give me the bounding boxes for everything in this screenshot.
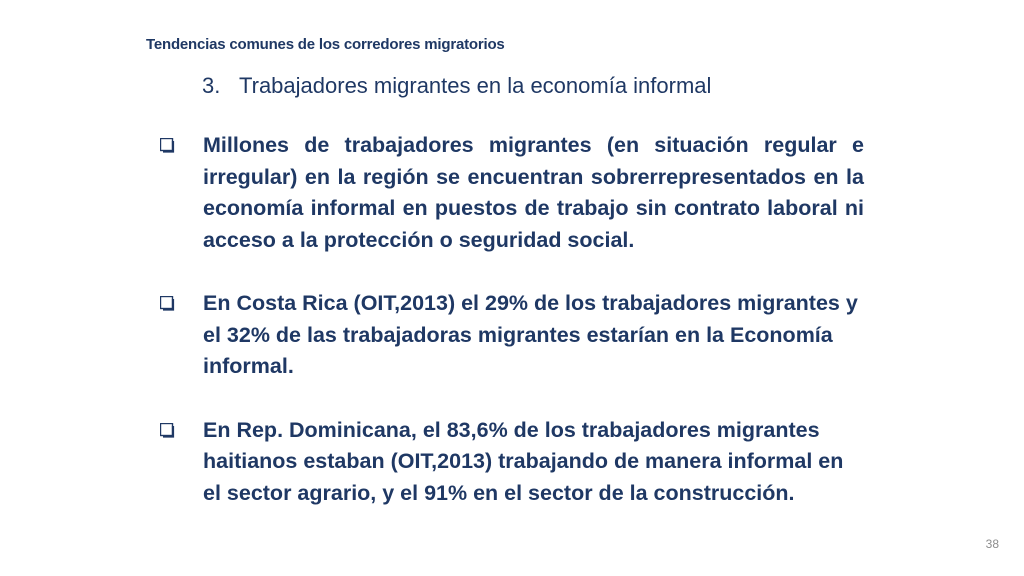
bullet-text: En Rep. Dominicana, el 83,6% de los trabajadores migrantes haitianos estaban (OIT,2013) trabajando de manera informal en el sector agrario, y el 91% en el sector de la construcción.	[203, 417, 844, 505]
subtitle-text: Trabajadores migrantes en la economía informal	[239, 73, 712, 98]
bullet-list	[160, 130, 864, 541]
bullet-text: En Costa Rica (OIT,2013) el 29% de los trabajadores migrantes y el 32% de las trabajadoras migrantes estarían en la Economía informal.	[203, 291, 858, 378]
subtitle-number: 3.	[202, 73, 221, 98]
slide-header: Tendencias comunes de los corredores migratorios	[146, 36, 505, 53]
bullet-text: Millones de trabajadores migrantes (en situación regular e irregular) en la región se encuentran sobrerrepresentados en la economía informal en puestos de trabajo sin contrato laboral ni acceso a la protección o seguridad social.	[203, 133, 864, 252]
bullet-item	[160, 288, 864, 383]
page-number: 38	[985, 537, 999, 551]
checkbox-icon	[160, 423, 176, 439]
bullet-item	[160, 130, 864, 256]
checkbox-icon	[160, 296, 176, 312]
checkbox-icon	[160, 138, 176, 154]
slide-subtitle	[202, 73, 711, 99]
bullet-item	[160, 415, 864, 510]
